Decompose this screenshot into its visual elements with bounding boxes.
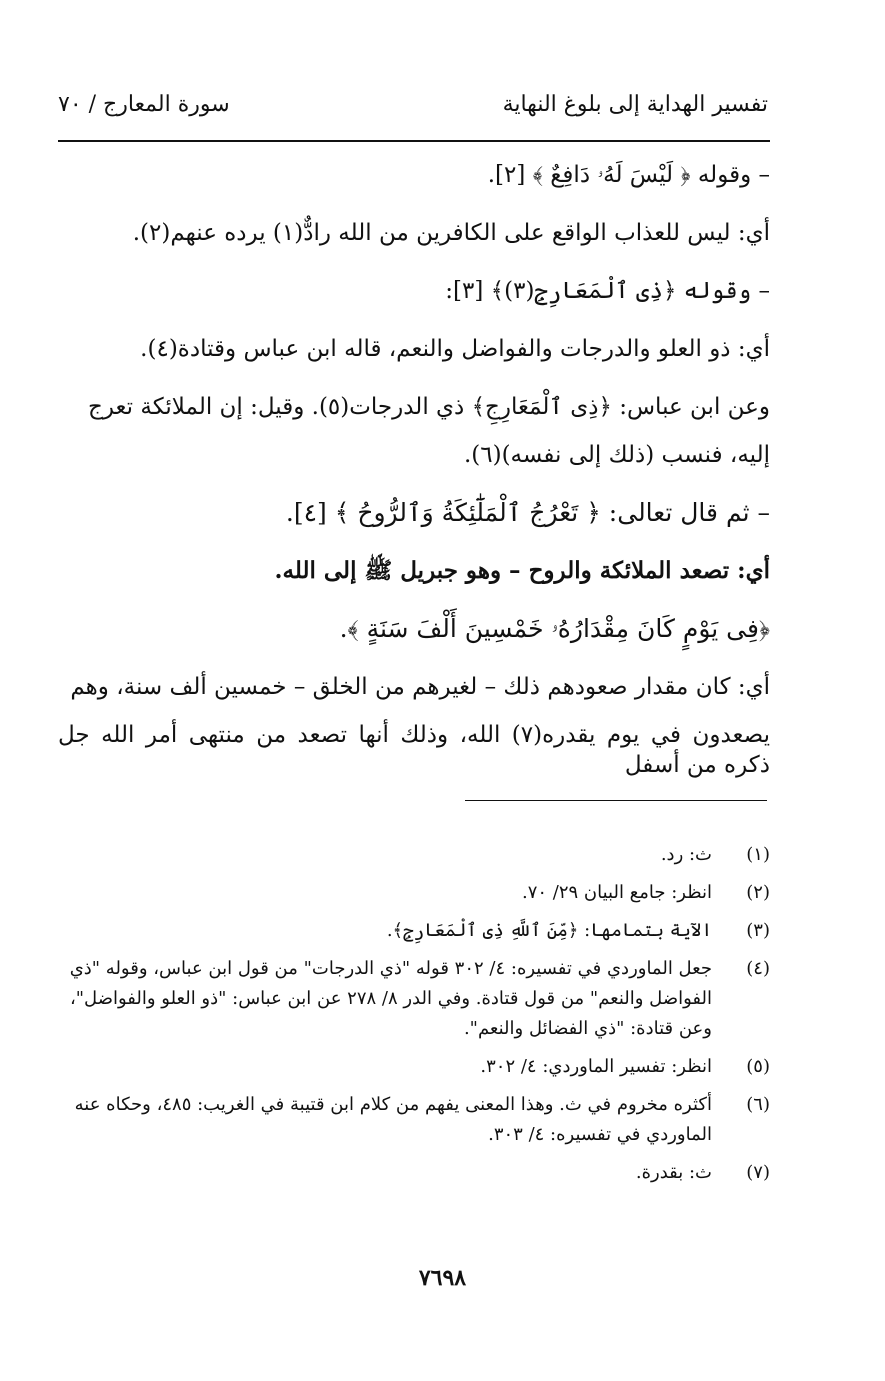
footnote-number: (٣) bbox=[746, 920, 770, 941]
page-number: ٧٦٩٨ bbox=[418, 1265, 467, 1291]
text-line: – وقوله ﴿ لَيْسَ لَهُۥ دَافِعٌ ﴾ [٢]. bbox=[487, 162, 770, 188]
text-line: – ثم قال تعالى: ﴿ تَعْرُجُ ٱلْمَلَٰٓئِكَةُ وَٱلرُّوحُ ﴾ [٤]. bbox=[285, 498, 770, 527]
footnote-text: ث: بقدرة. bbox=[635, 1162, 712, 1183]
footnote-text: الآية بتمامها: ﴿مِّنَ ٱللَّهِ ذِى ٱلْمَعَارِجِ﴾. bbox=[386, 920, 712, 941]
footnote-number: (٦) bbox=[746, 1094, 770, 1115]
footnote bbox=[58, 840, 770, 870]
footnote-number: (٧) bbox=[746, 1162, 770, 1183]
footnote bbox=[58, 954, 770, 1044]
footnote bbox=[58, 878, 770, 908]
footnotes bbox=[58, 840, 770, 1196]
footnote bbox=[58, 916, 770, 946]
text-line: أي: تصعد الملائكة والروح – وهو جبريل ﷺ إلى الله. bbox=[274, 557, 770, 584]
running-header bbox=[58, 92, 768, 132]
footnote-text: ث: رد. bbox=[660, 844, 712, 865]
text-line: أي: ليس للعذاب الواقع على الكافرين من الله رادٌّ(١) يرده عنهم(٢). bbox=[132, 220, 770, 246]
text-line: – وقوله ﴿ذِى ٱلْمَعَارِجِ(٣)﴾ [٣]: bbox=[445, 278, 770, 304]
footnote-text: انظر: تفسير الماوردي: ٤/ ٣٠٢. bbox=[480, 1056, 712, 1077]
text-line: أي: ذو العلو والدرجات والفواضل والنعم، قاله ابن عباس وقتادة(٤). bbox=[140, 336, 770, 362]
footnote-number: (٤) bbox=[746, 958, 770, 979]
footnote bbox=[58, 1052, 770, 1082]
text-line: يصعدون في يوم يقدره(٧) الله، وذلك أنها تصعد من منتهى أمر الله جل ذكره من أسفل bbox=[58, 722, 770, 778]
text-line: ﴿فِى يَوْمٍ كَانَ مِقْدَارُهُۥ خَمْسِينَ أَلْفَ سَنَةٍ ﴾. bbox=[339, 614, 770, 643]
surah-page-label: سورة المعارج / ٧٠ bbox=[58, 92, 230, 117]
header-rule bbox=[58, 140, 770, 142]
text-line: أي: كان مقدار صعودهم ذلك – لغيرهم من الخلق – خمسين ألف سنة، وهم bbox=[70, 674, 770, 700]
footnote bbox=[58, 1090, 770, 1150]
footnote-separator bbox=[465, 800, 767, 801]
text-line: إليه، فنسب (ذلك إلى نفسه)(٦). bbox=[463, 442, 770, 468]
text-line: وعن ابن عباس: ﴿ذِى ٱلْمَعَارِجِ﴾ ذي الدرجات(٥). وقيل: إن الملائكة تعرج bbox=[88, 394, 770, 420]
footnote-text: أكثره مخروم في ث. وهذا المعنى يفهم من كلام ابن قتيبة في الغريب: ٤٨٥، وحكاه عنه الماوردي في تفسيره: ٤/ ٣٠٣. bbox=[74, 1094, 712, 1145]
footnote-text: جعل الماوردي في تفسيره: ٤/ ٣٠٢ قوله "ذي الدرجات" من قول ابن عباس، وقوله "ذي الفواضل والنعم" من قول قتادة. وفي الدر ٨/ ٢٧٨ عن ابن عباس: "ذو العلو والفواضل"، وعن قتادة: "ذي الفضائل والنعم". bbox=[69, 958, 712, 1039]
footnote-number: (١) bbox=[746, 844, 770, 865]
main-text bbox=[58, 160, 770, 780]
footnote-number: (٢) bbox=[746, 882, 770, 903]
footnote bbox=[58, 1158, 770, 1188]
footnote-number: (٥) bbox=[746, 1056, 770, 1077]
footnote-text: انظر: جامع البيان ٢٩/ ٧٠. bbox=[521, 882, 712, 903]
book-title: تفسير الهداية إلى بلوغ النهاية bbox=[502, 92, 768, 117]
